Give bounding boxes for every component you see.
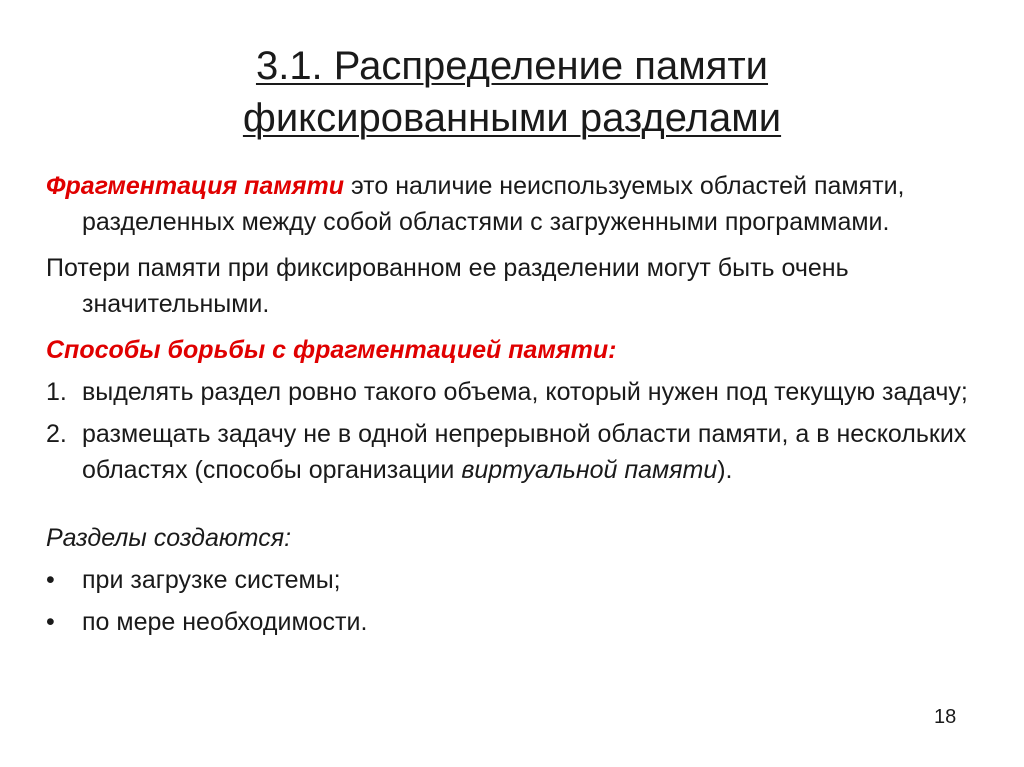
methods-item-2-text [82, 416, 986, 488]
losses-paragraph: Потери памяти при фиксированном ее разделении могут быть очень значительными. [46, 254, 849, 318]
slide-body [46, 168, 986, 646]
list-marker: 2. [46, 420, 67, 448]
methods-item-1 [46, 374, 986, 410]
page-number: 18 [934, 706, 957, 728]
title-line-1: 3.1. Распределение памяти [255, 44, 769, 88]
virtual-memory-term: виртуальной памяти [461, 456, 718, 484]
partitions-item-1 [46, 562, 986, 598]
partitions-item-2-text: по мере необходимости. [82, 608, 368, 636]
definition-paragraph [46, 168, 986, 240]
title-line-2: фиксированными разделами [242, 96, 782, 140]
bullet-marker: • [46, 566, 55, 594]
methods-item-1-text: выделять раздел ровно такого объема, который нужен под текущую задачу; [82, 378, 968, 406]
methods-item-2-text-before: размещать задачу не в одной непрерывной области памяти, а в нескольких областях (способы организации [82, 420, 967, 484]
spacer [46, 494, 986, 520]
methods-item-2-text-after: ). [717, 456, 733, 484]
partitions-item-2 [46, 604, 986, 640]
methods-item-2 [46, 416, 986, 488]
methods-heading: Способы борьбы с фрагментацией памяти: [46, 336, 617, 364]
bullet-marker: • [46, 608, 55, 636]
partitions-heading: Разделы создаются: [46, 524, 292, 552]
partitions-item-1-text: при загрузке системы; [82, 566, 341, 594]
definition-text: это наличие неиспользуемых областей памяти, разделенных между собой областями с загруженными программами. [82, 172, 905, 236]
definition-term: Фрагментация памяти [46, 172, 345, 200]
list-marker: 1. [46, 378, 67, 406]
slide-title [0, 40, 1024, 144]
